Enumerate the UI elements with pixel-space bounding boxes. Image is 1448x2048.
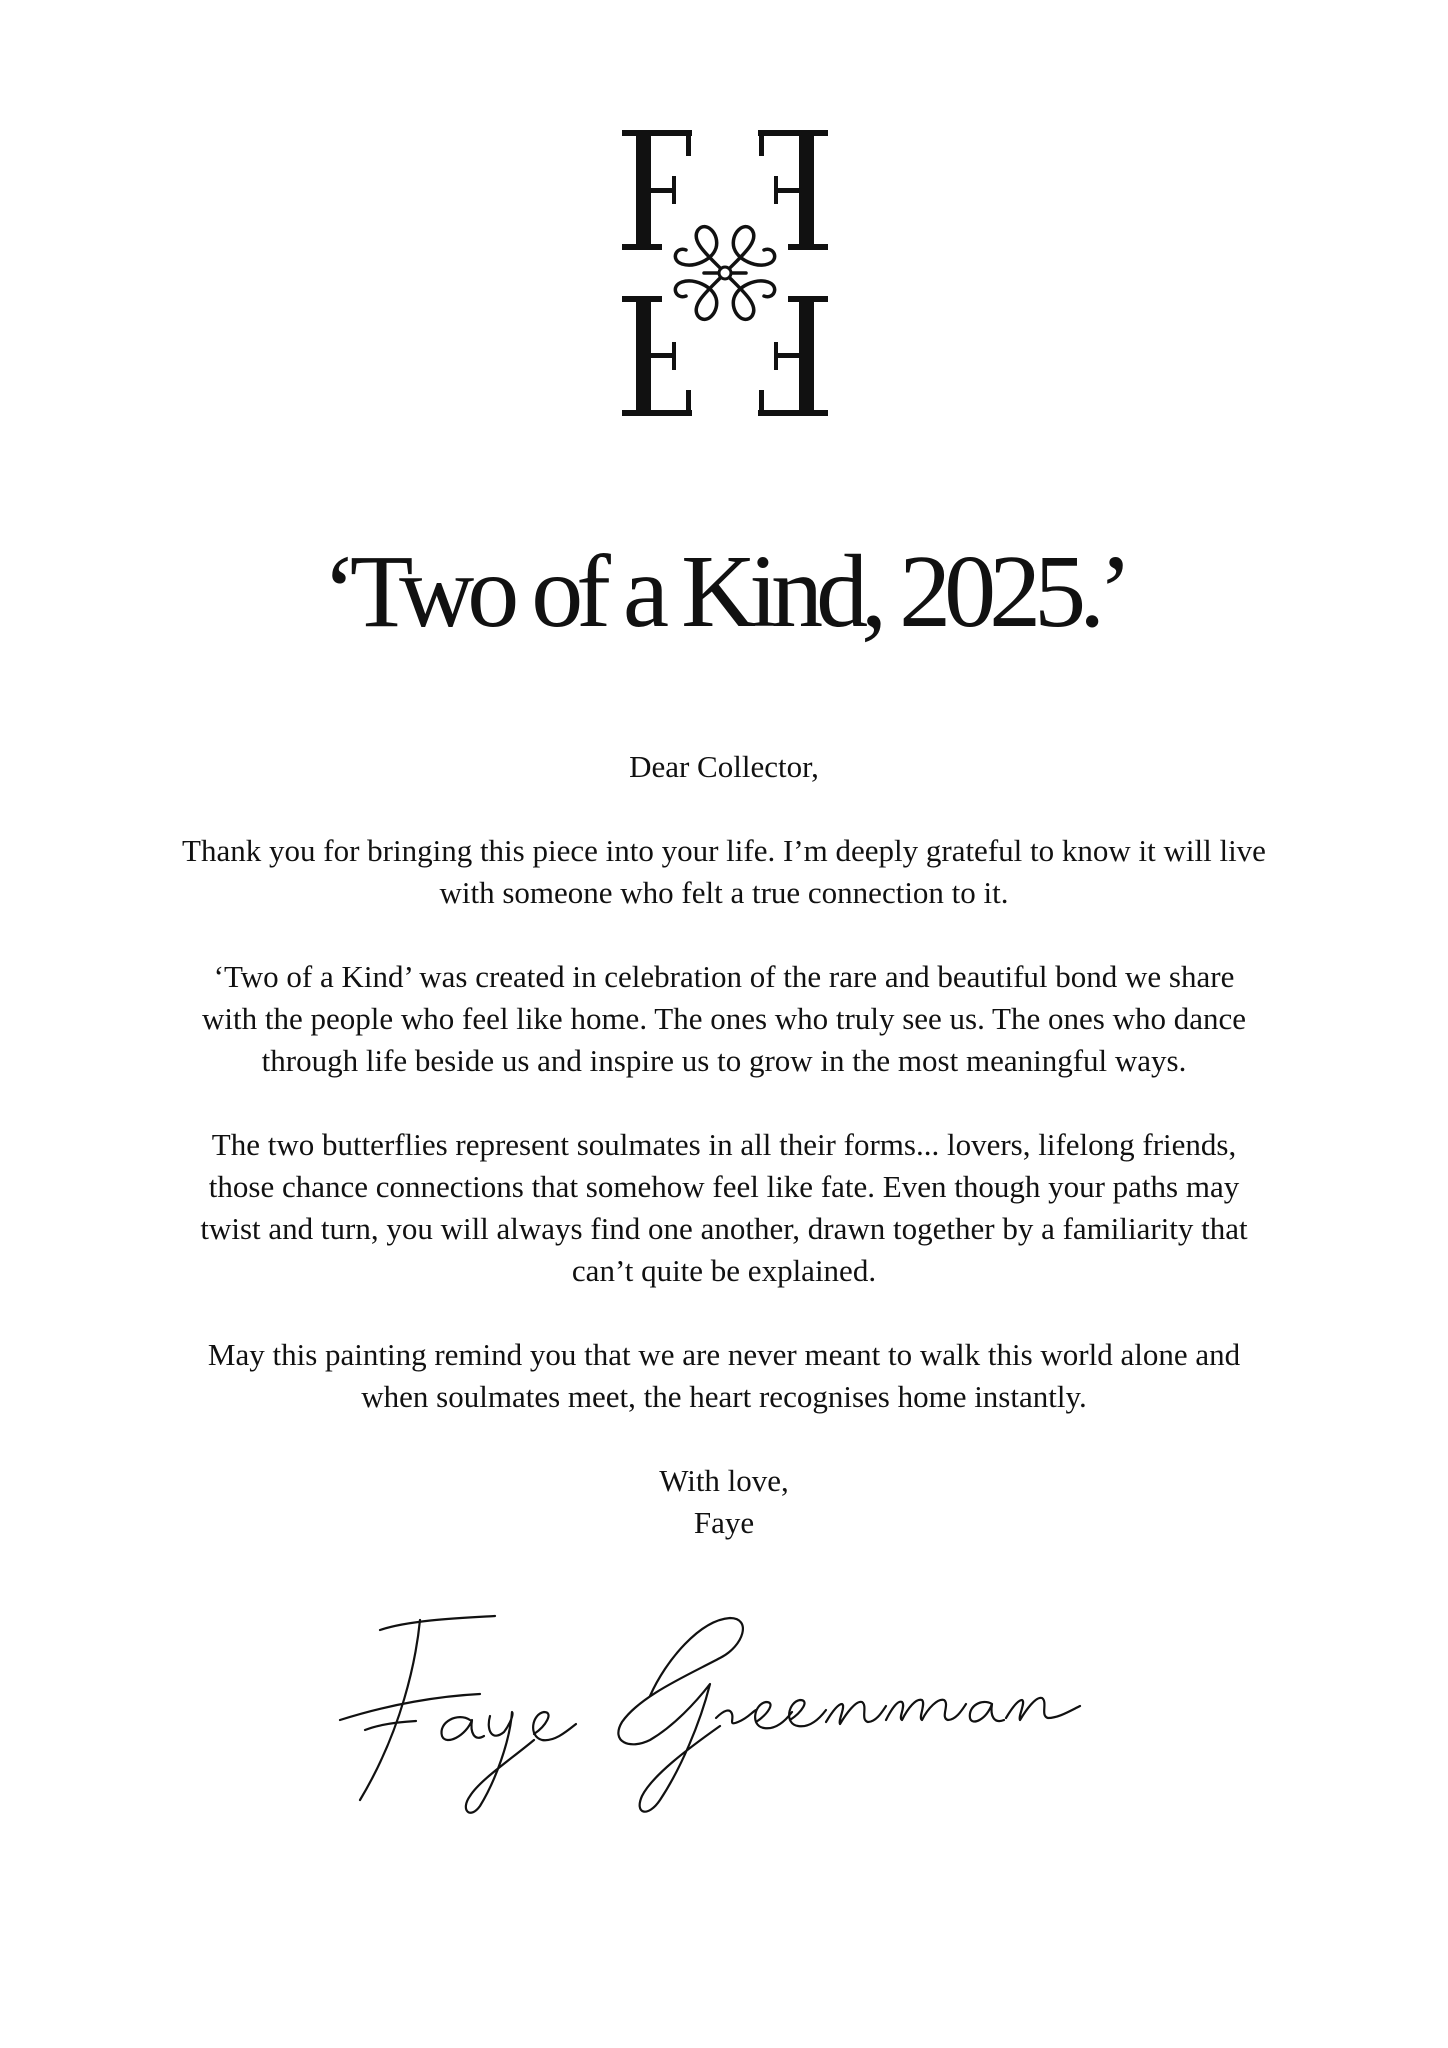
letter-line: with the people who feel like home. The ones who truly see us. The ones who dance [202,1001,1246,1036]
letter-body [124,746,1324,1586]
handwritten-signature-icon [320,1600,1100,1830]
letter-line: The two butterflies represent soulmates in all their forms... lovers, lifelong friends, [211,1127,1237,1162]
letter-line: through life beside us and inspire us to grow in the most meaningful ways. [261,1043,1187,1078]
letter-line: twist and turn, you will always find one another, drawn together by a familiarity that [200,1211,1248,1246]
letter-line: when soulmates meet, the heart recognises home instantly. [361,1379,1087,1414]
artwork-title: ‘Two of a Kind, 2025.’ [322,534,1126,649]
closing-line: With love, [659,1463,789,1498]
letter-paragraph [124,830,1324,914]
ff-monogram-logo-icon [620,122,830,424]
salutation: Dear Collector, [629,749,819,784]
closing-name: Faye [693,1505,755,1540]
letter-line: those chance connections that somehow feel like fate. Even though your paths may [208,1169,1240,1204]
letter-line: ‘Two of a Kind’ was created in celebration of the rare and beautiful bond we share [213,959,1235,994]
letter-line: Thank you for bringing this piece into your life. I’m deeply grateful to know it will live [182,833,1266,868]
closing [124,1460,1324,1544]
letter-line: with someone who felt a true connection to it. [439,875,1009,910]
letter-line: May this painting remind you that we are never meant to walk this world alone and [207,1337,1241,1372]
letter-line: can’t quite be explained. [571,1253,877,1288]
letter-paragraph [124,956,1324,1082]
letter-paragraph [124,1334,1324,1418]
letter-paragraph [124,1124,1324,1292]
